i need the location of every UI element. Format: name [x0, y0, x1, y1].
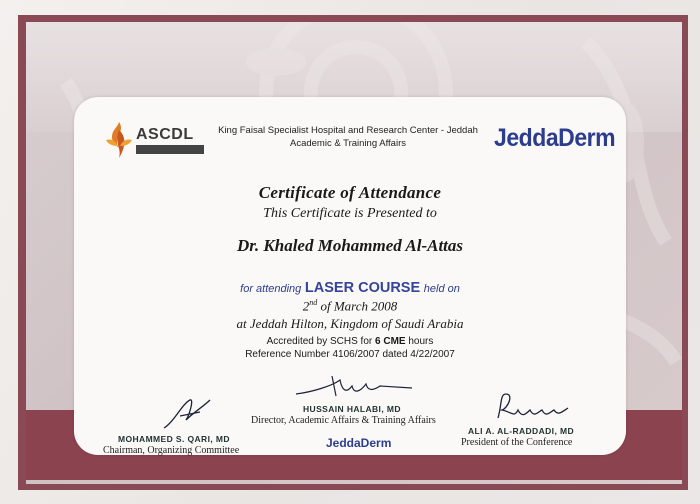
presented-line: This Certificate is Presented to [263, 206, 437, 221]
certificate-title: Certificate of Attendance [258, 183, 442, 202]
signatory-halabi-name: HUSSAIN HALABI, MD [303, 404, 401, 414]
flame-logo-icon [104, 120, 134, 160]
attending-suffix: held on [423, 283, 460, 295]
date-rest: of March 2008 [320, 298, 398, 314]
signatory-raddadi-role: President of the Conference [461, 437, 573, 448]
signatory-qari-role: Chairman, Organizing Committee [103, 445, 240, 456]
ascdl-logo-name: ASCDL [136, 126, 194, 143]
course-date [150, 298, 550, 314]
issuing-institution [208, 124, 488, 150]
signature-icon [492, 390, 572, 424]
attending-line [150, 280, 550, 296]
course-venue: at Jeddah Hilton, Kingdom of Saudi Arabia [236, 316, 464, 331]
accredited-hours: 6 CME [375, 336, 406, 347]
recipient-name: Dr. Khaled Mohammed Al-Attas [236, 236, 464, 255]
signatory-halabi-role: Director, Academic Affairs & Training Affairs [251, 415, 436, 426]
date-day: 2 [302, 298, 310, 314]
jeddaderm-logo: JeddaDerm [494, 124, 616, 152]
reference-number: Reference Number 4106/2007 dated 4/22/2007 [245, 349, 455, 360]
signature-icon [292, 372, 418, 402]
hospital-department: Academic & Training Affairs [290, 138, 406, 149]
hospital-name: King Faisal Specialist Hospital and Research Center - Jeddah [218, 125, 478, 136]
attending-prefix: for attending [240, 283, 302, 295]
signature-icon [160, 394, 216, 434]
ascdl-logo [104, 120, 204, 164]
course-name: LASER COURSE [304, 280, 421, 296]
accredited-prefix: Accredited by SCHS for [266, 336, 373, 347]
signatory-qari-name: MOHAMMED S. QARI, MD [118, 434, 230, 444]
accredited-suffix: hours [408, 336, 434, 347]
signatory-raddadi-name: ALI A. AL-RADDADI, MD [468, 426, 574, 436]
date-ordinal: nd [309, 298, 318, 307]
accreditation-line [150, 336, 550, 347]
jeddaderm-footer-logo: JeddaDerm [326, 436, 392, 450]
ascdl-logo-subtitle [136, 145, 204, 154]
